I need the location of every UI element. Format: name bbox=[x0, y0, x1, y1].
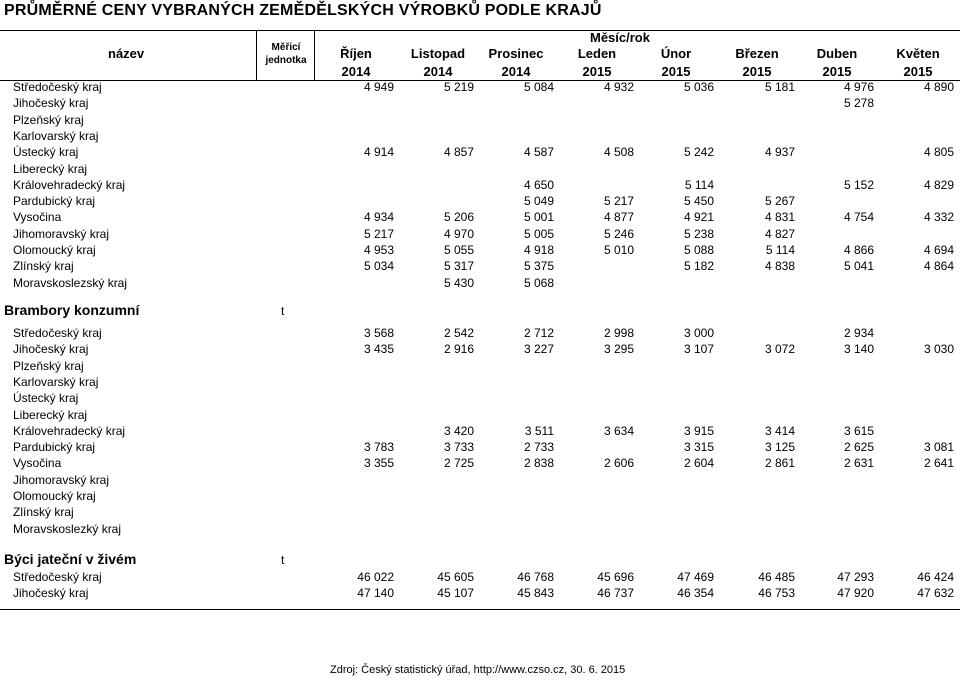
price-cell: 4 831 bbox=[764, 210, 795, 225]
table-bottom-rule bbox=[0, 609, 960, 610]
region-name: Ústecký kraj bbox=[13, 391, 79, 406]
price-cell: 3 030 bbox=[923, 342, 954, 357]
price-cell: 3 140 bbox=[843, 342, 874, 357]
region-name: Jihočeský kraj bbox=[13, 96, 89, 111]
table-row bbox=[0, 210, 960, 226]
price-cell: 3 295 bbox=[603, 342, 634, 357]
price-cell: 45 696 bbox=[597, 570, 634, 584]
month-header-name: Březen bbox=[735, 46, 779, 61]
price-cell: 2 641 bbox=[923, 456, 954, 471]
price-cell: 3 000 bbox=[683, 326, 714, 340]
price-cell: 4 953 bbox=[363, 243, 394, 257]
unit-column-header bbox=[258, 41, 314, 67]
price-cell: 3 355 bbox=[363, 456, 394, 471]
table-row bbox=[0, 408, 960, 424]
price-cell: 47 920 bbox=[837, 586, 874, 601]
table-row bbox=[0, 456, 960, 472]
table-row bbox=[0, 505, 960, 521]
price-cell: 3 783 bbox=[363, 440, 394, 455]
price-cell: 47 140 bbox=[357, 586, 394, 601]
region-name: Olomoucký kraj bbox=[13, 489, 96, 503]
price-cell: 3 511 bbox=[524, 423, 554, 438]
price-cell: 4 918 bbox=[523, 243, 554, 257]
price-cell: 46 737 bbox=[597, 586, 634, 601]
price-cell: 45 605 bbox=[437, 570, 474, 584]
price-cell: 3 315 bbox=[683, 440, 714, 455]
table-row bbox=[0, 326, 960, 342]
price-cell: 47 469 bbox=[677, 570, 714, 584]
price-cell: 45 843 bbox=[517, 586, 554, 601]
region-name: Plzeňský kraj bbox=[13, 112, 84, 127]
region-name: Karlovarský kraj bbox=[13, 128, 99, 143]
region-name: Vysočina bbox=[13, 456, 62, 471]
price-cell: 4 332 bbox=[923, 210, 954, 225]
region-name: Plzeňský kraj bbox=[13, 358, 84, 373]
price-cell: 3 072 bbox=[764, 342, 795, 357]
price-cell: 4 932 bbox=[603, 80, 634, 94]
price-cell: 2 604 bbox=[683, 456, 714, 471]
month-header-name: Listopad bbox=[410, 46, 466, 61]
table-row bbox=[0, 243, 960, 259]
table-row bbox=[0, 375, 960, 391]
price-cell: 4 805 bbox=[923, 145, 954, 160]
month-header-year: 2015 bbox=[903, 64, 933, 79]
table-row bbox=[0, 586, 960, 602]
name-column-header: název bbox=[108, 46, 145, 61]
price-cell: 5 010 bbox=[603, 243, 634, 257]
section-unit: t bbox=[281, 304, 285, 318]
region-name: Karlovarský kraj bbox=[13, 374, 99, 389]
month-header-year: 2015 bbox=[742, 64, 772, 79]
price-cell: 4 970 bbox=[443, 226, 474, 241]
price-cell: 5 001 bbox=[523, 210, 554, 225]
month-header-name: Říjen bbox=[340, 46, 372, 61]
price-cell: 3 414 bbox=[764, 423, 795, 438]
table-row bbox=[0, 162, 960, 178]
month-header-name: Prosinec bbox=[488, 46, 544, 61]
month-header-year: 2015 bbox=[582, 64, 612, 79]
price-cell: 5 055 bbox=[443, 243, 474, 257]
price-cell: 2 861 bbox=[764, 456, 795, 471]
month-header-name: Květen bbox=[896, 46, 940, 61]
table-row bbox=[0, 391, 960, 407]
table-row bbox=[0, 440, 960, 456]
price-cell: 4 838 bbox=[764, 259, 795, 274]
table-row bbox=[0, 276, 960, 292]
price-cell: 3 081 bbox=[923, 440, 954, 455]
table-row bbox=[0, 80, 960, 96]
region-name: Moravskoslezský kraj bbox=[13, 275, 128, 290]
price-cell: 46 354 bbox=[677, 586, 714, 601]
price-cell: 45 107 bbox=[437, 586, 474, 601]
unit-header-line-2: jednotka bbox=[265, 55, 307, 66]
price-cell: 5 238 bbox=[683, 226, 714, 241]
price-cell: 5 246 bbox=[603, 226, 634, 241]
month-header-year: 2015 bbox=[822, 64, 852, 79]
unit-header-line-1: Měřicí bbox=[271, 42, 301, 53]
price-cell: 5 219 bbox=[443, 80, 474, 94]
price-cell: 4 587 bbox=[523, 145, 554, 160]
price-cell: 46 022 bbox=[357, 570, 394, 584]
table-row bbox=[0, 473, 960, 489]
region-name: Vysočina bbox=[13, 210, 62, 225]
price-cell: 3 915 bbox=[683, 423, 714, 438]
region-name: Jihomoravský kraj bbox=[13, 472, 110, 487]
month-header-year: 2015 bbox=[661, 64, 691, 79]
table-row bbox=[0, 129, 960, 145]
price-cell: 5 217 bbox=[603, 194, 634, 209]
price-cell: 2 625 bbox=[843, 440, 874, 455]
price-cell: 47 293 bbox=[837, 570, 874, 584]
price-cell: 5 317 bbox=[443, 259, 474, 274]
section-unit: t bbox=[281, 553, 285, 567]
table-row bbox=[0, 227, 960, 243]
price-cell: 46 753 bbox=[758, 586, 795, 601]
price-cell: 3 227 bbox=[523, 342, 554, 357]
price-cell: 46 485 bbox=[758, 570, 795, 584]
region-name: Jihomoravský kraj bbox=[13, 226, 110, 241]
price-cell: 2 542 bbox=[443, 326, 474, 340]
price-cell: 4 890 bbox=[923, 80, 954, 94]
table-row bbox=[0, 96, 960, 112]
price-cell: 3 435 bbox=[363, 342, 394, 357]
price-cell: 4 914 bbox=[363, 145, 394, 160]
source-note: Zdroj: Český statistický úřad, http://www.czso.cz, 30. 6. 2015 bbox=[330, 664, 626, 676]
price-cell: 5 430 bbox=[443, 275, 474, 290]
month-header-name: Únor bbox=[660, 46, 692, 61]
unit-column-divider bbox=[256, 30, 257, 80]
price-cell: 3 420 bbox=[443, 423, 474, 438]
table-row bbox=[0, 489, 960, 505]
price-cell: 5 181 bbox=[764, 80, 795, 94]
region-name: Jihočeský kraj bbox=[13, 342, 89, 357]
region-name: Jihočeský kraj bbox=[13, 586, 89, 601]
price-cell: 5 114 bbox=[765, 243, 795, 257]
region-name: Olomoucký kraj bbox=[13, 243, 96, 257]
price-cell: 4 508 bbox=[603, 145, 634, 160]
region-name: Královehradecký kraj bbox=[13, 177, 126, 192]
price-cell: 4 827 bbox=[764, 226, 795, 241]
page-title: PRŮMĚRNÉ CENY VYBRANÝCH ZEMĚDĚLSKÝCH VÝROBKŮ PODLE KRAJŮ bbox=[4, 2, 602, 19]
price-cell: 2 916 bbox=[443, 342, 474, 357]
price-cell: 2 934 bbox=[843, 326, 874, 340]
price-cell: 5 242 bbox=[683, 145, 714, 160]
price-cell: 4 976 bbox=[843, 80, 874, 94]
price-cell: 2 712 bbox=[523, 326, 554, 340]
price-cell: 4 921 bbox=[683, 210, 714, 225]
price-cell: 3 615 bbox=[843, 423, 874, 438]
price-cell: 4 877 bbox=[603, 210, 634, 225]
price-cell: 4 694 bbox=[923, 243, 954, 257]
price-cell: 5 036 bbox=[683, 80, 714, 94]
price-cell: 3 733 bbox=[443, 440, 474, 455]
region-name: Liberecký kraj bbox=[13, 161, 88, 176]
price-cell: 5 114 bbox=[684, 177, 714, 192]
price-cell: 4 829 bbox=[923, 177, 954, 192]
table-row bbox=[0, 359, 960, 375]
price-cell: 5 084 bbox=[523, 80, 554, 94]
table-row bbox=[0, 194, 960, 210]
price-cell: 4 650 bbox=[523, 177, 554, 192]
month-header-year: 2014 bbox=[341, 64, 371, 79]
table-row bbox=[0, 342, 960, 358]
period-header: Měsíc/rok bbox=[590, 30, 650, 45]
price-cell: 4 857 bbox=[443, 145, 474, 160]
price-cell: 4 866 bbox=[843, 243, 874, 257]
price-cell: 3 107 bbox=[683, 342, 714, 357]
price-cell: 5 278 bbox=[843, 96, 874, 111]
price-cell: 5 034 bbox=[363, 259, 394, 274]
region-name: Ústecký kraj bbox=[13, 145, 79, 160]
price-cell: 2 733 bbox=[523, 440, 554, 455]
price-cell: 46 768 bbox=[517, 570, 554, 584]
month-header-name: Duben bbox=[816, 46, 858, 61]
price-cell: 2 838 bbox=[523, 456, 554, 471]
price-cell: 5 450 bbox=[683, 194, 714, 209]
price-cell: 5 217 bbox=[363, 226, 394, 241]
price-cell: 5 375 bbox=[523, 259, 554, 274]
price-cell: 5 206 bbox=[443, 210, 474, 225]
price-cell: 5 041 bbox=[843, 259, 874, 274]
month-header-name: Leden bbox=[577, 46, 617, 61]
price-cell: 4 937 bbox=[764, 145, 795, 160]
month-header-year: 2014 bbox=[423, 64, 453, 79]
price-cell: 3 568 bbox=[363, 326, 394, 340]
table-row bbox=[0, 113, 960, 129]
table-row bbox=[0, 145, 960, 161]
price-cell: 5 088 bbox=[683, 243, 714, 257]
header-top-rule bbox=[0, 30, 960, 31]
table-row bbox=[0, 178, 960, 194]
price-cell: 3 634 bbox=[603, 423, 634, 438]
period-column-divider bbox=[314, 30, 315, 80]
region-name: Pardubický kraj bbox=[13, 440, 96, 455]
price-cell: 46 424 bbox=[917, 570, 954, 584]
section-title: Brambory konzumní bbox=[4, 302, 140, 318]
region-name: Liberecký kraj bbox=[13, 407, 88, 422]
price-cell: 5 182 bbox=[683, 259, 714, 274]
price-cell: 4 934 bbox=[363, 210, 394, 225]
price-cell: 4 864 bbox=[923, 259, 954, 274]
price-cell: 5 068 bbox=[523, 275, 554, 290]
price-cell: 2 998 bbox=[603, 326, 634, 340]
table-row bbox=[0, 570, 960, 586]
month-header-year: 2014 bbox=[501, 64, 531, 79]
table-row bbox=[0, 259, 960, 275]
table-row bbox=[0, 522, 960, 538]
price-cell: 5 005 bbox=[523, 226, 554, 241]
region-name: Zlínský kraj bbox=[13, 505, 74, 520]
region-name: Středočeský kraj bbox=[13, 570, 102, 584]
table-row bbox=[0, 424, 960, 440]
price-cell: 47 632 bbox=[917, 586, 954, 601]
region-name: Moravskoslezký kraj bbox=[13, 521, 122, 536]
price-cell: 2 631 bbox=[843, 456, 874, 471]
region-name: Středočeský kraj bbox=[13, 326, 102, 340]
price-cell: 5 152 bbox=[843, 177, 874, 192]
region-name: Královehradecký kraj bbox=[13, 423, 126, 438]
region-name: Středočeský kraj bbox=[13, 80, 102, 94]
price-cell: 4 754 bbox=[843, 210, 874, 225]
section-title: Býci jateční v živém bbox=[4, 551, 137, 567]
price-cell: 5 267 bbox=[764, 194, 795, 209]
price-cell: 2 725 bbox=[443, 456, 474, 471]
price-cell: 4 949 bbox=[363, 80, 394, 94]
price-cell: 5 049 bbox=[523, 194, 554, 209]
price-cell: 3 125 bbox=[764, 440, 795, 455]
region-name: Zlínský kraj bbox=[13, 259, 74, 274]
region-name: Pardubický kraj bbox=[13, 194, 96, 209]
price-cell: 2 606 bbox=[603, 456, 634, 471]
